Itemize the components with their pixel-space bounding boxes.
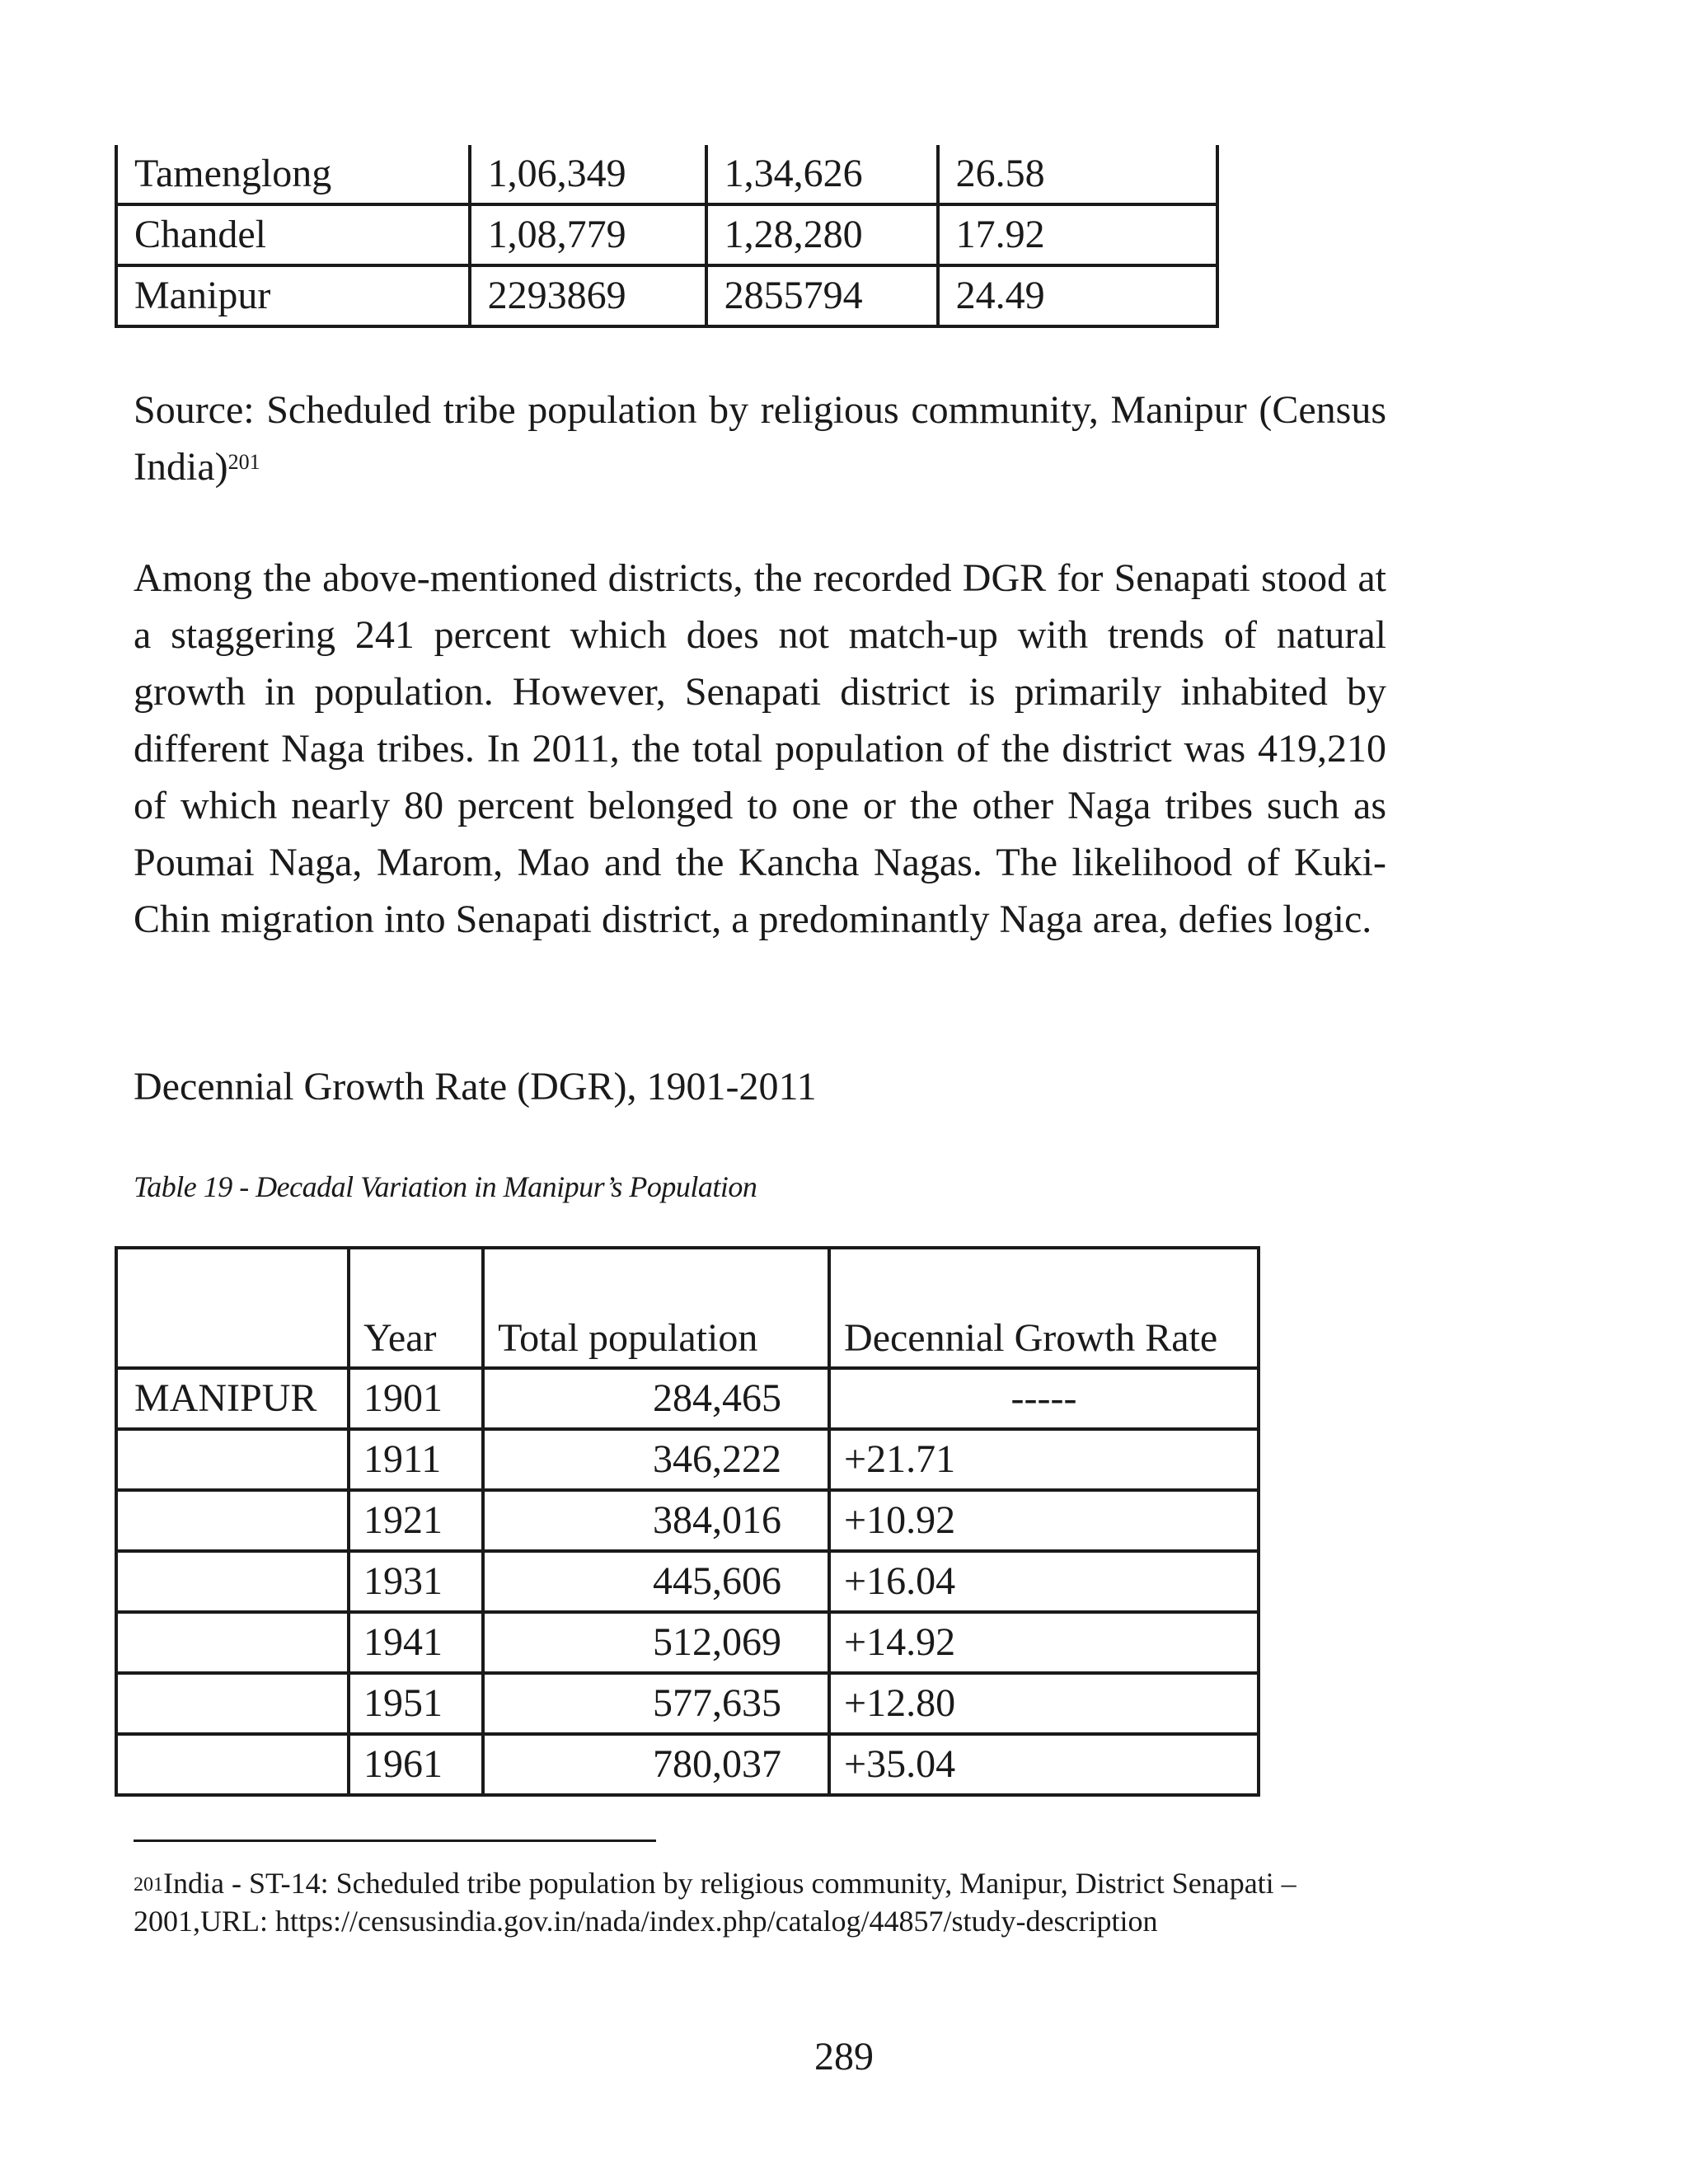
population-cell: 445,606 bbox=[483, 1551, 829, 1612]
state-cell bbox=[116, 1551, 349, 1612]
year-cell: 1901 bbox=[349, 1368, 483, 1429]
table-row bbox=[116, 265, 1217, 326]
table-row bbox=[116, 1612, 1259, 1673]
year-cell: 1951 bbox=[349, 1673, 483, 1734]
table-row bbox=[116, 204, 1217, 265]
header-cell-year: Year bbox=[349, 1248, 483, 1368]
body-paragraph: Among the above-mentioned districts, the recorded DGR for Senapati stood at a staggering 241 percent which does not match-up with trends of natural growth in population. However, Senapati district is primarily inhabited by different Naga tribes. In 2011, the total population of the district was 419,210 of which nearly 80 percent belonged to one or the other Naga tribes such as Poumai Naga, Marom, Mao and the Kancha Nagas. The likelihood of Kuki-Chin migration into Senapati district, a predominantly Naga area, defies logic. bbox=[134, 556, 1386, 941]
table-caption: Table 19 - Decadal Variation in Manipur’s Population bbox=[134, 1170, 757, 1203]
table-row bbox=[116, 145, 1217, 204]
source-text: Source: Scheduled tribe population by religious community, Manipur (Census India) bbox=[134, 388, 1386, 489]
table-cell: 1,06,349 bbox=[470, 145, 706, 204]
table-cell: 2293869 bbox=[470, 265, 706, 326]
table-cell: 17.92 bbox=[938, 204, 1217, 265]
table-row bbox=[116, 1429, 1259, 1490]
year-cell: 1961 bbox=[349, 1734, 483, 1795]
state-cell bbox=[116, 1429, 349, 1490]
population-cell: 384,016 bbox=[483, 1490, 829, 1551]
header-cell-growth-rate: Decennial Growth Rate bbox=[829, 1248, 1259, 1368]
source-citation bbox=[134, 382, 1386, 495]
table-row bbox=[116, 1490, 1259, 1551]
year-cell: 1931 bbox=[349, 1551, 483, 1612]
footnote-divider bbox=[134, 1840, 656, 1842]
year-cell: 1921 bbox=[349, 1490, 483, 1551]
growth-rate-cell: +16.04 bbox=[829, 1551, 1259, 1612]
population-cell: 346,222 bbox=[483, 1429, 829, 1490]
table-cell: Chandel bbox=[116, 204, 470, 265]
growth-rate-cell: +14.92 bbox=[829, 1612, 1259, 1673]
header-cell-blank bbox=[116, 1248, 349, 1368]
table-cell: 1,28,280 bbox=[706, 204, 938, 265]
growth-rate-cell: ----- bbox=[829, 1368, 1259, 1429]
year-cell: 1911 bbox=[349, 1429, 483, 1490]
page-number: 289 bbox=[814, 2035, 874, 2079]
section-heading: Decennial Growth Rate (DGR), 1901-2011 bbox=[134, 1065, 817, 1108]
table-row bbox=[116, 1368, 1259, 1429]
table-cell: 1,34,626 bbox=[706, 145, 938, 204]
year-cell: 1941 bbox=[349, 1612, 483, 1673]
growth-rate-cell: +35.04 bbox=[829, 1734, 1259, 1795]
decadal-variation-table bbox=[115, 1246, 1260, 1797]
table-cell: Tamenglong bbox=[116, 145, 470, 204]
population-cell: 284,465 bbox=[483, 1368, 829, 1429]
state-cell bbox=[116, 1612, 349, 1673]
header-cell-total-population: Total population bbox=[483, 1248, 829, 1368]
state-cell bbox=[116, 1734, 349, 1795]
state-cell bbox=[116, 1673, 349, 1734]
growth-rate-cell: +10.92 bbox=[829, 1490, 1259, 1551]
table-cell: 1,08,779 bbox=[470, 204, 706, 265]
population-cell: 577,635 bbox=[483, 1673, 829, 1734]
table-row bbox=[116, 1673, 1259, 1734]
growth-rate-cell: +21.71 bbox=[829, 1429, 1259, 1490]
state-cell: MANIPUR bbox=[116, 1368, 349, 1429]
population-cell: 512,069 bbox=[483, 1612, 829, 1673]
table-cell: Manipur bbox=[116, 265, 470, 326]
district-population-table bbox=[115, 145, 1219, 328]
population-cell: 780,037 bbox=[483, 1734, 829, 1795]
state-cell bbox=[116, 1490, 349, 1551]
table-header-row bbox=[116, 1248, 1259, 1368]
growth-rate-cell: +12.80 bbox=[829, 1673, 1259, 1734]
footnote-number: 201 bbox=[134, 1874, 163, 1896]
footnote-reference[interactable]: 201 bbox=[227, 450, 260, 474]
table-row bbox=[116, 1734, 1259, 1795]
footnote-text[interactable]: India - ST-14: Scheduled tribe population by religious community, Manipur, District Senapati – 2001,URL: https://censusindia.gov.in/nada/index.php/catalog/44857/study-description bbox=[134, 1867, 1296, 1938]
table-cell: 24.49 bbox=[938, 265, 1217, 326]
table-cell: 2855794 bbox=[706, 265, 938, 326]
table-row bbox=[116, 1551, 1259, 1612]
table-cell: 26.58 bbox=[938, 145, 1217, 204]
footnote bbox=[134, 1864, 1419, 1940]
